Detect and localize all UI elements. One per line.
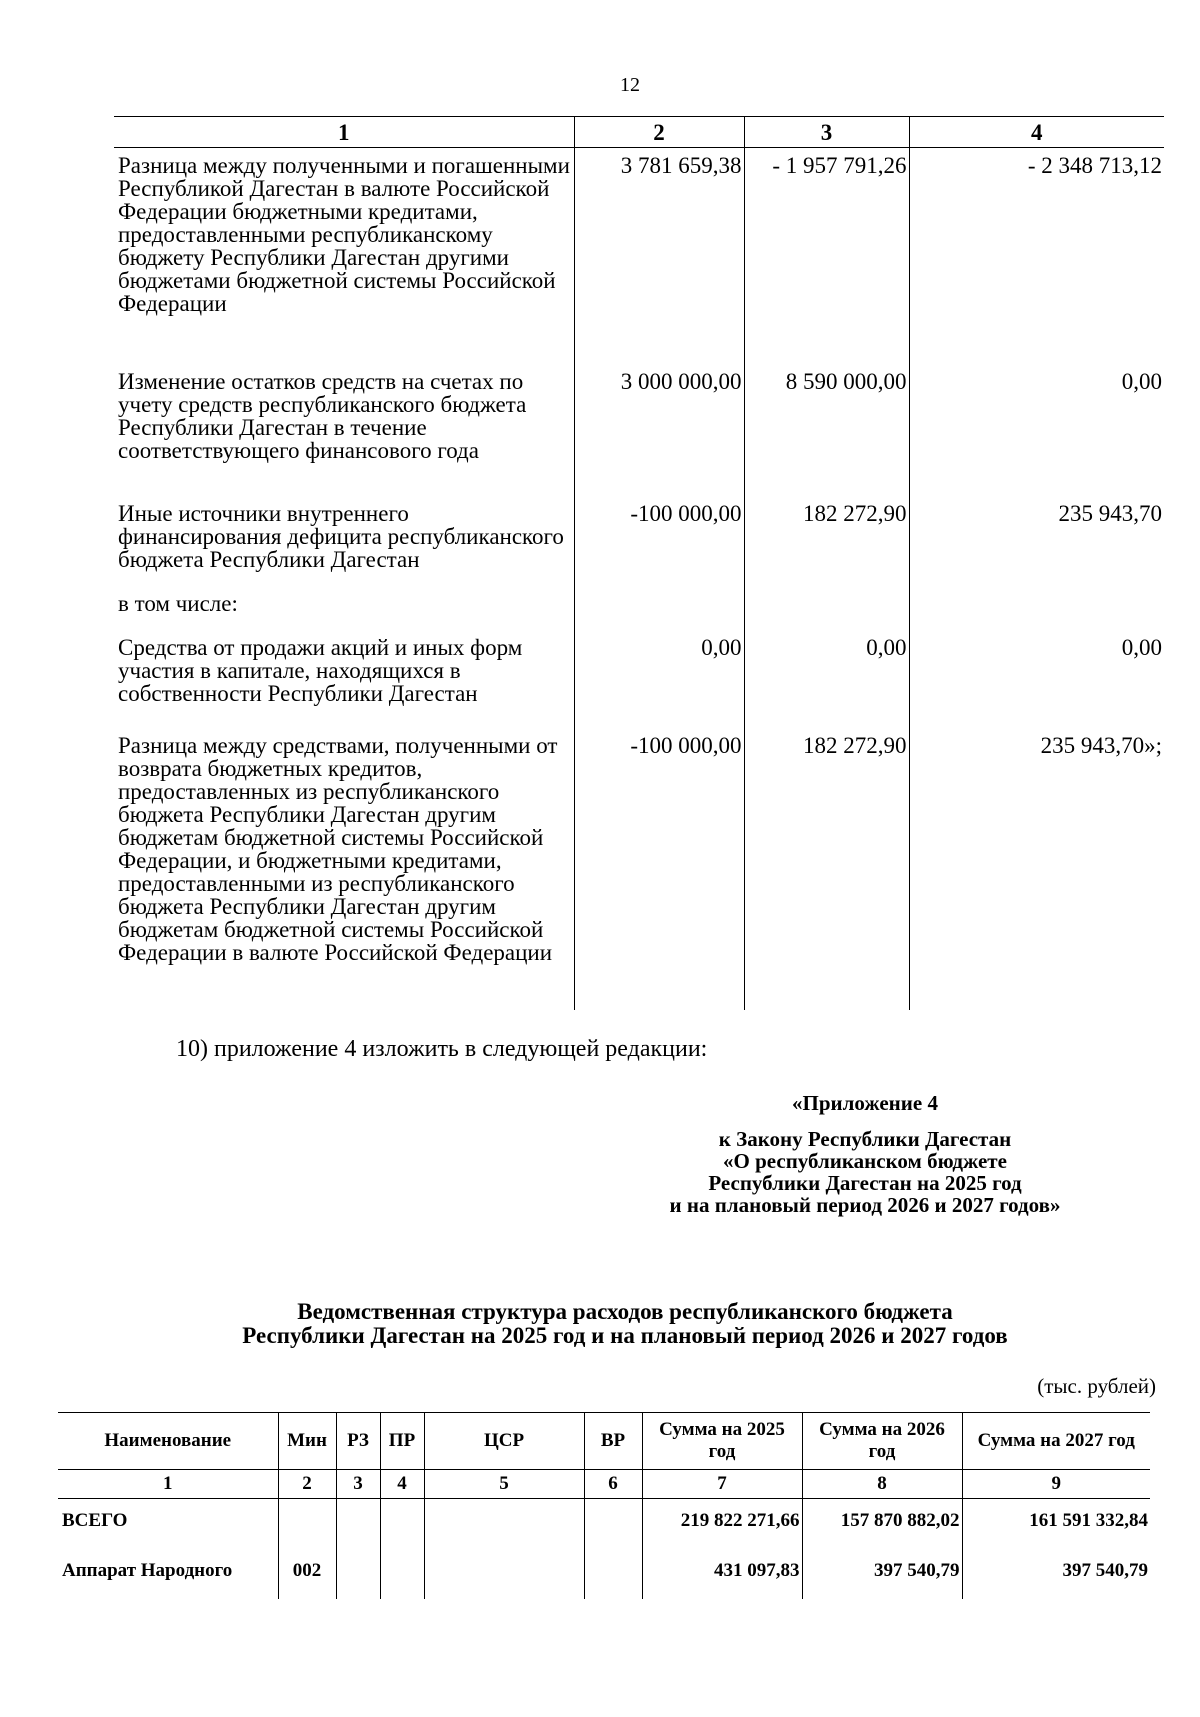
document-title bbox=[100, 1300, 1150, 1348]
column-header: Сумма на 2026 год bbox=[802, 1413, 962, 1470]
value-2026: 8 590 000,00 bbox=[744, 364, 909, 498]
value-2027: 235 943,70 bbox=[909, 498, 1164, 590]
table-row bbox=[58, 1543, 1150, 1599]
value-2027: 0,00 bbox=[909, 364, 1164, 498]
column-number: 7 bbox=[642, 1470, 802, 1499]
value-2025: 0,00 bbox=[574, 630, 744, 728]
column-number: 2 bbox=[278, 1470, 336, 1499]
value-2025: 3 781 659,38 bbox=[574, 148, 744, 365]
column-header: Сумма на 2025 год bbox=[642, 1413, 802, 1470]
column-header: 1 bbox=[114, 117, 574, 148]
column-header: 4 bbox=[909, 117, 1164, 148]
cell-csr bbox=[424, 1543, 584, 1599]
value-2026: 0,00 bbox=[744, 630, 909, 728]
value-2026: - 1 957 791,26 bbox=[744, 148, 909, 365]
column-header: Наименование bbox=[58, 1413, 278, 1470]
column-header: Мин bbox=[278, 1413, 336, 1470]
cell-vr bbox=[584, 1543, 642, 1599]
page-number: 12 bbox=[620, 74, 640, 96]
row-label: Разница между средствами, полученными от возврата бюджетных кредитов, предоставленных из республиканского бюджета Республики Дагестан другим бюджетам бюджетной системы Российской Федерации, и бюджетными кредитами, предоставленными из республиканского бюджета Республики Дагестан другим бюджетам бюджетной системы Российской Федерации в валюте Российской Федерации bbox=[118, 733, 558, 965]
appendix-heading bbox=[630, 1092, 1100, 1216]
column-header: 2 bbox=[574, 117, 744, 148]
cell-pr bbox=[380, 1499, 424, 1544]
value-2026: 182 272,90 bbox=[744, 498, 909, 590]
sum-2025: 431 097,83 bbox=[642, 1543, 802, 1599]
sum-2025: 219 822 271,66 bbox=[642, 1499, 802, 1544]
amendment-instruction: 10) приложение 4 изложить в следующей редакции: bbox=[176, 1036, 708, 1062]
table-row bbox=[114, 364, 1164, 498]
row-label: Средства от продажи акций и иных форм участия в капитале, находящихся в собственности Республики Дагестан bbox=[118, 635, 523, 706]
value-2026 bbox=[744, 590, 909, 630]
sources-financing-table bbox=[114, 116, 1164, 1010]
column-header: 3 bbox=[744, 117, 909, 148]
cell-rz bbox=[336, 1499, 380, 1544]
value-2027: - 2 348 713,12 bbox=[909, 148, 1164, 365]
column-header: РЗ bbox=[336, 1413, 380, 1470]
appendix-title: «Приложение 4 bbox=[792, 1091, 938, 1115]
sum-2027: 397 540,79 bbox=[962, 1543, 1150, 1599]
cell-vr bbox=[584, 1499, 642, 1544]
table-row bbox=[58, 1499, 1150, 1544]
cell-min: 002 bbox=[278, 1543, 336, 1599]
value-2025: 3 000 000,00 bbox=[574, 364, 744, 498]
column-header: ВР bbox=[584, 1413, 642, 1470]
column-number: 3 bbox=[336, 1470, 380, 1499]
column-header: ЦСР bbox=[424, 1413, 584, 1470]
appendix-line: «О республиканском бюджете bbox=[723, 1149, 1007, 1173]
table-header-row bbox=[58, 1413, 1150, 1470]
sum-2026: 397 540,79 bbox=[802, 1543, 962, 1599]
column-header: ПР bbox=[380, 1413, 424, 1470]
table-header-row bbox=[114, 117, 1164, 148]
row-label: в том числе: bbox=[118, 591, 238, 616]
document-title-line: Ведомственная структура расходов республиканского бюджета bbox=[297, 1299, 953, 1324]
value-2026: 182 272,90 bbox=[744, 728, 909, 1010]
sum-2027: 161 591 332,84 bbox=[962, 1499, 1150, 1544]
row-label: Изменение остатков средств на счетах по учету средств республиканского бюджета Республики Дагестан в течение соответствующего финансового года bbox=[118, 369, 527, 463]
table-row bbox=[114, 498, 1164, 590]
sum-2026: 157 870 882,02 bbox=[802, 1499, 962, 1544]
cell-min bbox=[278, 1499, 336, 1544]
row-label: Разница между полученными и погашенными Республикой Дагестан в валюте Российской Федерации бюджетными кредитами, предоставленными республиканскому бюджету Республики Дагестан другими бюджетами бюджетной системы Российской Федерации bbox=[118, 153, 570, 316]
column-number: 5 bbox=[424, 1470, 584, 1499]
appendix-line: Республики Дагестан на 2025 год bbox=[708, 1171, 1022, 1195]
value-2025 bbox=[574, 590, 744, 630]
expenditure-structure-table bbox=[58, 1412, 1150, 1599]
column-number: 4 bbox=[380, 1470, 424, 1499]
column-number: 9 bbox=[962, 1470, 1150, 1499]
column-number-row bbox=[58, 1470, 1150, 1499]
table-row bbox=[114, 590, 1164, 630]
document-title-line: Республики Дагестан на 2025 год и на плановый период 2026 и 2027 годов bbox=[242, 1323, 1008, 1348]
table-row bbox=[114, 148, 1164, 365]
column-number: 6 bbox=[584, 1470, 642, 1499]
appendix-line: и на плановый период 2026 и 2027 годов» bbox=[669, 1193, 1061, 1217]
unit-label: (тыс. рублей) bbox=[1037, 1374, 1156, 1398]
value-2027 bbox=[909, 590, 1164, 630]
value-2027: 235 943,70»; bbox=[909, 728, 1164, 1010]
cell-csr bbox=[424, 1499, 584, 1544]
value-2025: -100 000,00 bbox=[574, 728, 744, 1010]
value-2025: -100 000,00 bbox=[574, 498, 744, 590]
row-name: Аппарат Народного bbox=[58, 1543, 278, 1599]
table-row bbox=[114, 630, 1164, 728]
appendix-line: к Закону Республики Дагестан bbox=[718, 1127, 1012, 1151]
row-name: ВСЕГО bbox=[58, 1499, 278, 1544]
table-row bbox=[114, 728, 1164, 1010]
column-number: 8 bbox=[802, 1470, 962, 1499]
column-number: 1 bbox=[58, 1470, 278, 1499]
value-2027: 0,00 bbox=[909, 630, 1164, 728]
column-header: Сумма на 2027 год bbox=[962, 1413, 1150, 1470]
cell-rz bbox=[336, 1543, 380, 1599]
row-label: Иные источники внутреннего финансирования дефицита республиканского бюджета Республики Дагестан bbox=[118, 501, 564, 572]
cell-pr bbox=[380, 1543, 424, 1599]
